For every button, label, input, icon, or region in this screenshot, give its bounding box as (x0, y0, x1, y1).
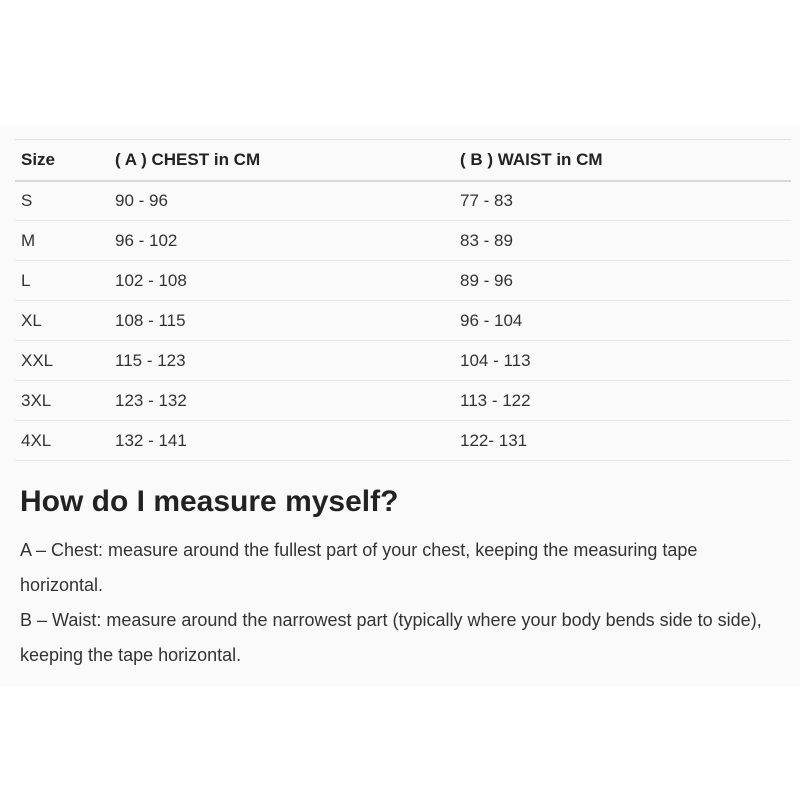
size-cell: XL (21, 310, 42, 330)
size-chart-body (15, 181, 791, 461)
size-cell: XXL (21, 350, 54, 370)
size-cell: L (21, 270, 31, 290)
size-cell: S (21, 190, 33, 210)
size-chart-header-row (15, 140, 791, 181)
waist-cell: 83 - 89 (460, 230, 513, 250)
size-cell: 4XL (21, 430, 52, 450)
table-row (15, 381, 791, 421)
waist-cell: 104 - 113 (460, 350, 531, 370)
table-row (15, 261, 791, 301)
table-row (15, 181, 791, 221)
chest-cell: 96 - 102 (115, 230, 178, 250)
waist-cell: 122- 131 (460, 430, 528, 450)
chest-cell: 115 - 123 (115, 350, 186, 370)
table-row (15, 421, 791, 461)
waist-cell: 113 - 122 (460, 390, 531, 410)
chest-cell: 123 - 132 (115, 390, 187, 410)
size-chart-table (15, 139, 791, 461)
table-row (15, 341, 791, 381)
size-cell: M (21, 230, 36, 250)
waist-cell: 96 - 104 (460, 310, 523, 330)
size-guide-panel (0, 126, 800, 687)
column-header-waist: ( B ) WAIST in CM (460, 149, 603, 169)
column-header-size: Size (21, 149, 56, 169)
measure-section (0, 461, 800, 673)
size-cell: 3XL (21, 390, 52, 410)
chest-cell: 108 - 115 (115, 310, 186, 330)
measure-heading: How do I measure myself? (20, 485, 399, 518)
waist-cell: 89 - 96 (460, 270, 513, 290)
chest-cell: 132 - 141 (115, 430, 187, 450)
table-row (15, 301, 791, 341)
table-row (15, 221, 791, 261)
chest-cell: 90 - 96 (115, 190, 168, 210)
waist-cell: 77 - 83 (460, 190, 513, 210)
column-header-chest: ( A ) CHEST in CM (115, 149, 261, 169)
chest-cell: 102 - 108 (115, 270, 187, 290)
waist-instruction: B – Waist: measure around the narrowest part (typically where your body bends side to side), keeping the tape horizontal. (20, 610, 762, 665)
chest-instruction: A – Chest: measure around the fullest part of your chest, keeping the measuring tape horizontal. (20, 540, 698, 595)
measure-instructions (20, 533, 780, 673)
